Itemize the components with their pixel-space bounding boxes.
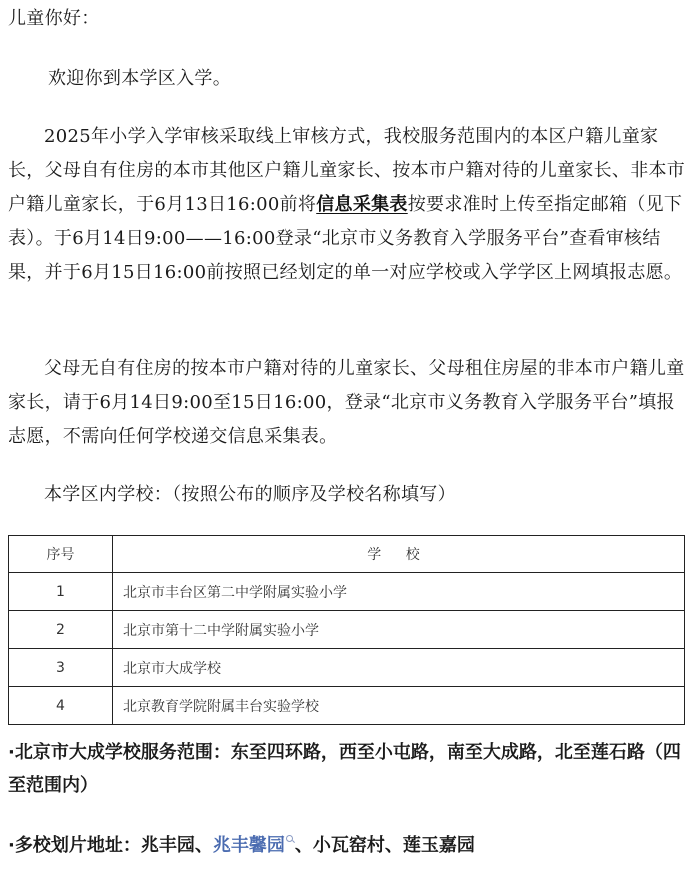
colon: ： — [212, 742, 231, 763]
paragraph-no-owned-housing: 父母无自有住房的按本市户籍对待的儿童家长、父母租住房屋的非本市户籍儿童家长，请于6月14日9:00至15日16:00，登录“北京市义务教育入学服务平台”填报志愿，不需向任何学校递交信息采集表。 — [8, 358, 685, 447]
address-item: 兆丰园、 — [140, 835, 213, 856]
school-name: 北京教育学院附属丰台实验学校 — [113, 687, 685, 725]
row-number: 4 — [9, 687, 113, 725]
service-range-label: ·北京市大成学校服务范围 — [8, 742, 213, 763]
row-number: 3 — [9, 649, 113, 687]
colon: ： — [122, 835, 141, 856]
multi-school-label: ·多校划片地址 — [8, 835, 123, 856]
row-number: 2 — [9, 611, 113, 649]
address-item: 、小瓦窑村、莲玉嘉园 — [294, 835, 475, 856]
table-header-row — [9, 536, 685, 573]
paragraph-text: 按要求准时上传至指定邮箱（见下表）。于6月14日9:00——16:00登录“北京市义务教育入学服务平台”查看审核结果，并于6月15日16:00前按照已经划定的单一对应学校或入学学区上网填报志愿。 — [8, 194, 683, 283]
table-row — [9, 611, 685, 649]
address-highlight-link[interactable]: 兆丰馨园 — [212, 835, 285, 856]
service-range-text: 东至四环路，西至小屯路，南至大成路，北至莲石路（四至范围内） — [8, 742, 681, 796]
school-name: 北京市第十二中学附属实验小学 — [113, 611, 685, 649]
schools-table — [8, 535, 685, 725]
paragraph-online-review — [8, 120, 688, 290]
table-title: 本学区内学校：（按照公布的顺序及学校名称填写） — [44, 484, 456, 505]
header-school: 学 校 — [113, 536, 685, 573]
welcome-text: 欢迎你到本学区入学。 — [48, 68, 231, 89]
paragraph-text: 2025年小学入学审核采取线上审核方式，我校服务范围内的本区户籍儿童家长，父母自有住房的本市其他区户籍儿童家长、按本市户籍对待的儿童家长、非本市户籍儿童家长，于6月13日16:00前将 — [8, 126, 686, 215]
table-row — [9, 573, 685, 611]
header-number: 序号 — [9, 536, 113, 573]
table-row — [9, 649, 685, 687]
greeting: 儿童你好： — [8, 8, 100, 29]
school-name: 北京市大成学校 — [113, 649, 685, 687]
row-number: 1 — [9, 573, 113, 611]
table-row — [9, 687, 685, 725]
search-icon[interactable] — [286, 835, 295, 844]
info-form-link[interactable]: 信息采集表 — [316, 194, 408, 215]
school-name: 北京市丰台区第二中学附属实验小学 — [113, 573, 685, 611]
service-range — [8, 736, 688, 802]
multi-school-addresses — [8, 829, 688, 862]
